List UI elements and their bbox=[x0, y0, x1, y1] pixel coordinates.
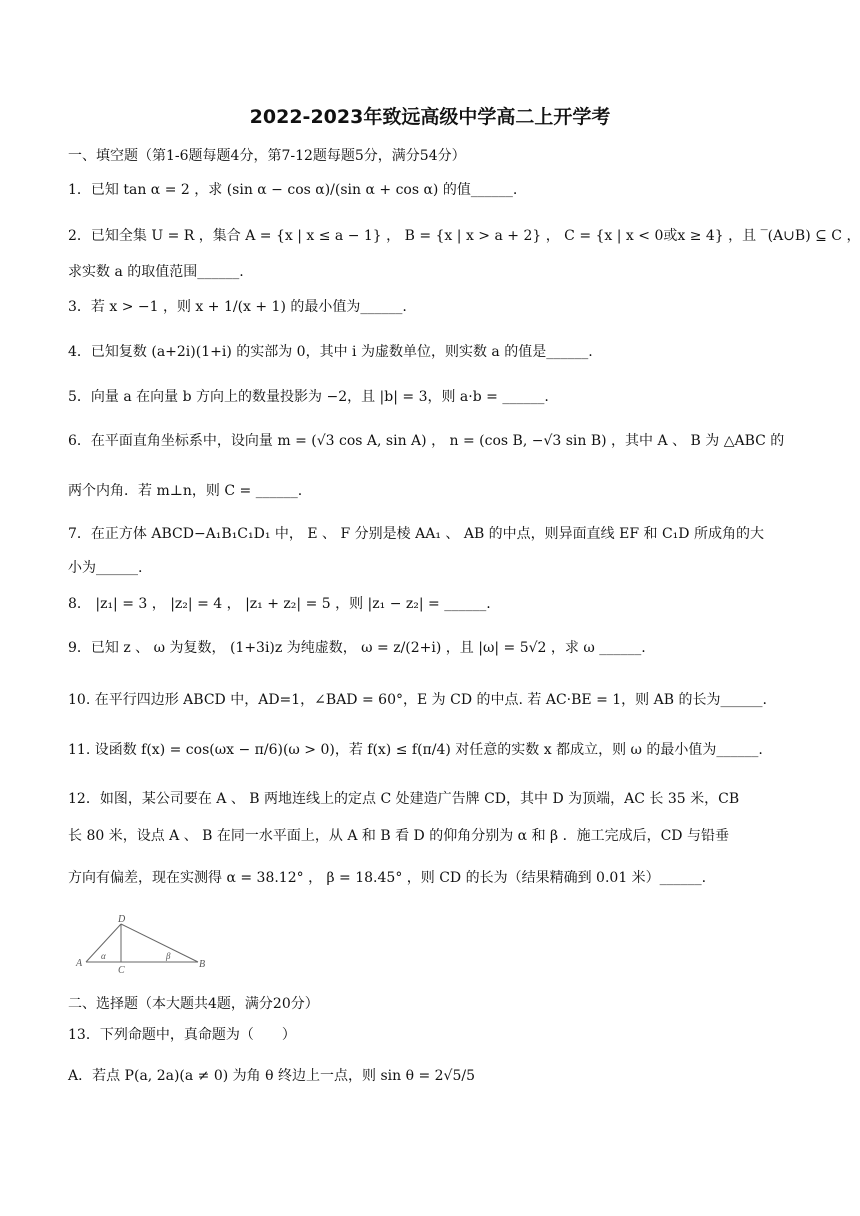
figure-label-d: D bbox=[118, 914, 126, 925]
figure-label-c: C bbox=[118, 965, 125, 974]
triangle-figure bbox=[68, 912, 208, 974]
question-8: 8． |z₁| = 3 ， |z₂| = 4 ， |z₁ + z₂| = 5 ，则 |z₁ − z₂| = ______. bbox=[68, 596, 491, 612]
question-13: 13．下列命题中，真命题为（ ） bbox=[68, 1027, 296, 1043]
question-10: 10. 在平行四边形 ABCD 中，AD=1，∠BAD = 60°，E 为 CD 的中点. 若 AC·BE = 1，则 AB 的长为______. bbox=[68, 692, 767, 708]
question-12-line-3: 方向有偏差，现在实测得 α = 38.12° ， β = 18.45° ，则 CD 的长为（结果精确到 0.01 米）______. bbox=[68, 870, 707, 886]
figure-label-a: A bbox=[76, 958, 83, 969]
question-4: 4．已知复数 (a+2i)(1+i) 的实部为 0，其中 i 为虚数单位，则实数 a 的值是______. bbox=[68, 344, 593, 360]
question-6-line-1: 6．在平面直角坐标系中，设向量 m = (√3 cos A, sin A) ， n = (cos B, −√3 sin B) ，其中 A 、 B 为 △ABC 的 bbox=[68, 433, 785, 449]
figure-line-db bbox=[121, 924, 198, 962]
question-6-line-2: 两个内角．若 m⊥n，则 C = ______. bbox=[68, 483, 303, 499]
question-1: 1．已知 tan α = 2 ，求 (sin α − cos α)/(sin α + cos α) 的值______. bbox=[68, 182, 518, 198]
question-2-line-1: 2．已知全集 U = R ，集合 A = {x | x ≤ a − 1} ， B = {x | x > a + 2} ， C = {x | x < 0或x ≥ 4} ，且 ‾(A∪B) ⊆ C ， bbox=[68, 228, 860, 244]
question-12-line-2: 长 80 米，设点 A 、 B 在同一水平面上，从 A 和 B 看 D 的仰角分别为 α 和 β ．施工完成后，CD 与铅垂 bbox=[68, 828, 729, 844]
question-13-option-a: A．若点 P(a, 2a)(a ≠ 0) 为角 θ 终边上一点，则 sin θ = 2√5/5 bbox=[68, 1068, 475, 1084]
section-choice-header: 二、选择题（本大题共4题，满分20分） bbox=[68, 996, 319, 1012]
figure-label-b: B bbox=[199, 959, 206, 970]
question-11: 11. 设函数 f(x) = cos(ωx − π/6)(ω > 0)，若 f(x) ≤ f(π/4) 对任意的实数 x 都成立，则 ω 的最小值为______. bbox=[68, 742, 763, 758]
question-7-line-2: 小为______. bbox=[68, 560, 143, 576]
question-5: 5．向量 a 在向量 b 方向上的数量投影为 −2，且 |b| = 3，则 a·b = ______. bbox=[68, 389, 549, 405]
exam-title: 2022-2023年致远高级中学高二上开学考 bbox=[249, 106, 611, 128]
question-12-line-1: 12．如图，某公司要在 A 、 B 两地连线上的定点 C 处建造广告牌 CD，其中 D 为顶端，AC 长 35 米，CB bbox=[68, 791, 740, 807]
section-fill-in-header: 一、填空题（第1-6题每题4分，第7-12题每题5分，满分54分） bbox=[68, 148, 466, 164]
question-9: 9．已知 z 、 ω 为复数， (1+3i)z 为纯虚数， ω = z/(2+i) ，且 |ω| = 5√2 ，求 ω ______. bbox=[68, 640, 646, 656]
question-3: 3．若 x > −1 ，则 x + 1/(x + 1) 的最小值为______. bbox=[68, 299, 407, 315]
question-7-line-1: 7．在正方体 ABCD−A₁B₁C₁D₁ 中， E 、 F 分别是棱 AA₁ 、 AB 的中点，则异面直线 EF 和 C₁D 所成角的大 bbox=[68, 526, 764, 542]
question-2-line-2: 求实数 a 的取值范围______. bbox=[68, 264, 244, 280]
figure-label-beta: β bbox=[166, 951, 171, 961]
figure-label-alpha: α bbox=[101, 951, 106, 961]
